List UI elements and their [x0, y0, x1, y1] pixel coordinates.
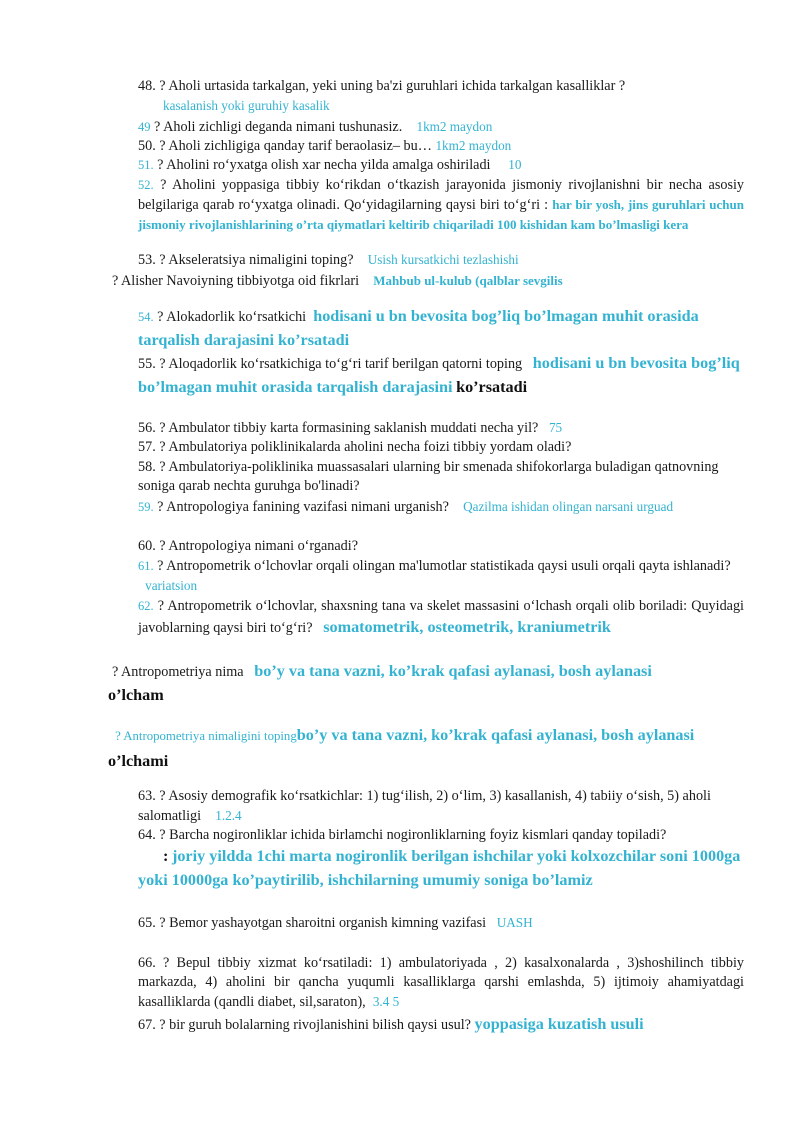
answer-text: 1.2.4: [215, 808, 242, 823]
question-text: ? Antropologiya fanining vazifasi nimani urganish?: [157, 499, 449, 515]
answer-text: Qazilma ishidan olingan narsani urguad: [463, 499, 674, 514]
question-55: [138, 352, 744, 399]
question-navoiy: [112, 271, 744, 291]
question-text: ? Ambulatoriya poliklinikalarda aholini necha foizi tibbiy yordam oladi?: [159, 439, 572, 455]
question-59: [138, 497, 744, 517]
answer-text-tail: ko’rsatadi: [456, 377, 528, 396]
answer-text-tail: o’lcham: [108, 686, 164, 704]
answer-text: bo’y va tana vazni, ko’krak qafasi aylanasi, bosh aylanasi: [296, 726, 695, 744]
question-text: ? Aholi urtasida tarkalgan, yeki uning ba'zi guruhlari ichida tarkalgan kasalliklar ?: [159, 78, 626, 94]
question-text: ? Antropometriya nimaligini toping: [115, 729, 297, 743]
question-number: 57.: [138, 439, 156, 455]
answer-text: Usish kursatkichi tezlashishi: [367, 252, 519, 267]
answer-text-tail: o’lchami: [108, 752, 169, 770]
question-49: [138, 117, 744, 137]
question-number: 60.: [138, 538, 156, 554]
question-text: ? Ambulator tibbiy karta formasining saklanish muddati necha yil?: [159, 420, 539, 436]
question-number: 50.: [138, 138, 156, 154]
question-text: ? Antropologiya nimani o‘rganadi?: [159, 538, 358, 554]
question-number: 62.: [138, 599, 154, 613]
answer-text: Mahbub ul-kulub (qalblar sevgilis: [373, 273, 563, 288]
question-text: ? Antropometrik o‘lchovlar, shaxsning tana va skelet massasini o‘lchash orqali olib boriladi: Quyidagi javoblarning qaysi biri to‘g‘ri?: [138, 598, 745, 636]
question-56: [138, 418, 744, 438]
answer-text: variatsion: [145, 578, 198, 593]
question-53: [138, 250, 744, 270]
question-text: ? Akseleratsiya nimaligini toping?: [159, 252, 354, 268]
question-51: [138, 155, 744, 175]
question-text: ? Bemor yashayotgan sharoitni organish kimning vazifasi: [159, 915, 487, 931]
question-text: ? Antropometrik o‘lchovlar orqali olingan ma'lumotlar statistikada qaysi usuli orqali qayta ishlanadi?: [157, 558, 731, 574]
answer-text: 10: [508, 157, 522, 172]
answer-text: somatometrik, osteometrik, kraniumetrik: [323, 618, 611, 636]
question-text: ? Bepul tibbiy xizmat ko‘rsatiladi: 1) ambulatoriyada , 2) kasalxonalarda , 3)shoshilinch tibbiy markazda, 4) aholini bir qancha yuqumli kasalliklarga qarshi emlashda, 5) ijtimoiy ahamiyatdagi kasalliklarda (qandli diabet, sil,saraton),: [138, 955, 744, 1010]
question-text: ? Ambulatoriya-poliklinika muassasalari ularning bir smenada shifokorlarga buladigan qatnovning soniga qarab nechta guruhga bo'linadi?: [138, 459, 719, 494]
question-65: [138, 913, 744, 933]
question-text: ? Alokadorlik ko‘rsatkichi: [157, 309, 307, 325]
question-number: 49: [138, 120, 151, 134]
question-text: ? Barcha nogironliklar ichida birlamchi nogironliklarning foyiz kismlari qanday topiladi?: [159, 827, 667, 843]
answer-text: bo’y va tana vazni, ko’krak qafasi aylanasi, bosh aylanasi: [254, 662, 652, 680]
question-number: 54.: [138, 310, 154, 324]
question-number: 53.: [138, 252, 156, 268]
question-number: 64.: [138, 827, 156, 843]
answer-text: kasalanish yoki guruhiy kasalik: [163, 98, 330, 113]
question-number: 56.: [138, 420, 156, 436]
answer-text: 75: [548, 420, 563, 435]
question-antropometriya-nimaligini: [108, 724, 744, 775]
answer-text: yoppasiga kuzatish usuli: [474, 1015, 644, 1033]
question-number: 51.: [138, 158, 154, 172]
question-number: 66.: [138, 955, 156, 971]
question-text: ? Antropometriya nima: [112, 664, 244, 680]
question-62: [138, 597, 744, 640]
question-number: 63.: [138, 788, 156, 804]
question-number: 65.: [138, 915, 156, 931]
question-54: [138, 305, 744, 352]
question-text: ? Aholi zichligi deganda nimani tushunasiz.: [154, 119, 403, 135]
question-number: 55.: [138, 356, 156, 372]
question-63: [138, 787, 744, 826]
question-number: 58.: [138, 459, 156, 475]
question-number: 59.: [138, 500, 154, 514]
question-text: ? Asosiy demografik ko‘rsatkichlar: 1) tug‘ilish, 2) o‘lim, 3) kasallanish, 4) tabiiy o‘sish, 5) aholi salomatligi: [138, 788, 711, 824]
question-text: ? bir guruh bolalarning rivojlanishini bilish qaysi usul?: [159, 1017, 471, 1033]
question-text: ? Aholini ro‘yxatga olish xar necha yilda amalga oshiriladi: [157, 157, 491, 173]
question-number: 48.: [138, 78, 156, 94]
answer-text: 1km2 maydon: [416, 119, 493, 134]
question-text: ? Alisher Navoiyning tibbiyotga oid fikrlari: [112, 273, 360, 289]
question-61: [138, 557, 744, 596]
question-text: ? Aloqadorlik ko‘rsatkichiga to‘g‘ri tarif berilgan qatorni toping: [159, 356, 523, 372]
answer-continuation: [108, 686, 744, 706]
question-67: [138, 1013, 744, 1037]
question-number: 61.: [138, 559, 154, 573]
answer-text: UASH: [496, 915, 533, 930]
question-text: ? Aholini yoppasiga tibbiy ko‘rikdan o‘tkazish jarayonida jismoniy rivojlanishni bir necha asosiy belgilariga qarab ro‘yxatga olinadi. Qo‘yidagilarning qaysi biri to‘g‘ri :: [138, 177, 744, 213]
question-66: [138, 954, 744, 1012]
question-52: [138, 176, 744, 235]
answer-text: joriy yildda 1chi marta nogironlik berilgan ishchilar yoki kolxozchilar soni 1000ga yoki 10000ga ko’paytirilib, ishchilarning umumiy soniga bo’lamiz: [138, 847, 741, 889]
question-antropometriya-nima: [112, 660, 744, 685]
question-60: [138, 537, 744, 556]
question-number: 52.: [138, 178, 154, 192]
answer-text: hodisani u bn bevosita bog’liq bo’lmagan muhit orasida tarqalish darajasini: [138, 354, 740, 396]
question-number: 67.: [138, 1017, 156, 1033]
question-48: [138, 77, 744, 116]
question-text: ? Aholi zichligiga qanday tarif beraolasiz– bu…: [159, 138, 432, 154]
answer-text: hodisani u bn bevosita bog’liq bo’lmagan muhit orasida tarqalish darajasini ko’rsatadi: [138, 307, 699, 349]
answer-text: 1km2 maydon: [435, 138, 512, 153]
question-64: 64. ? Barcha nogironliklar ichida birlamchi nogironliklarning foyiz kismlari qanday topiladi? : joriy yildda 1chi marta nogironlik berilgan ishchilar yoki kolxozchilar soni 1000ga yoki 10000ga ko’paytirilib, ishchilarning umumiy soniga bo’lamiz: [138, 827, 741, 889]
answer-text: har bir yosh, jins guruhlari uchun jismoniy rivojlanishlarining o’rta qiymatlari keltirib chiqariladi 100 kishidan kam bo’lmasligi kera: [138, 197, 744, 232]
question-58: [138, 458, 744, 496]
question-50: [138, 136, 744, 156]
question-57: [138, 438, 744, 457]
answer-text: 3.4 5: [372, 994, 400, 1009]
